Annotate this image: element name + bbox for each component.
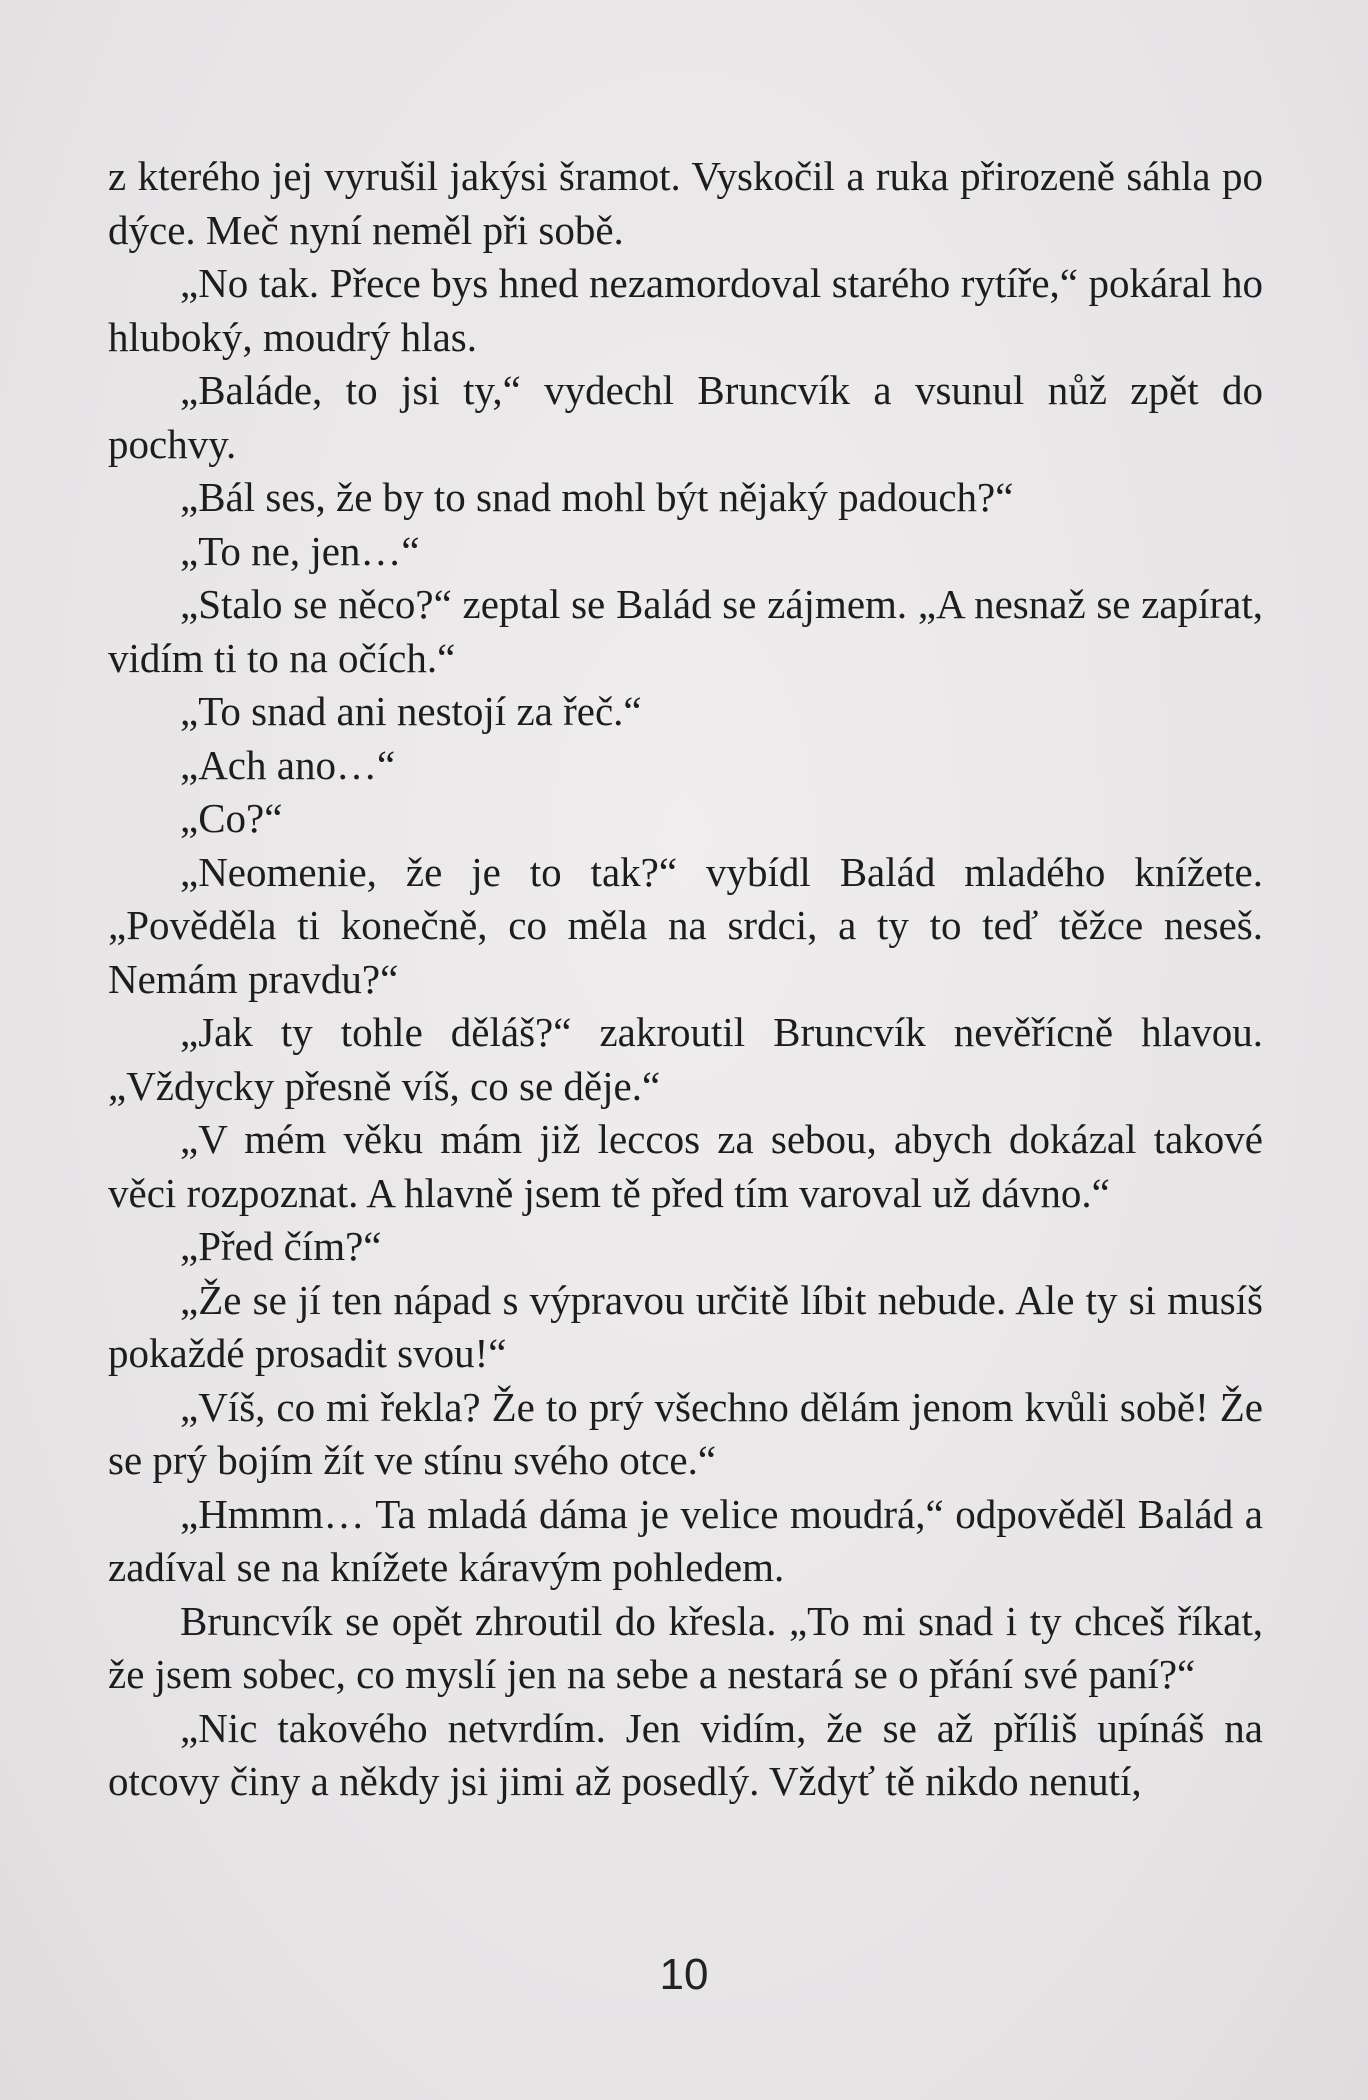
paragraph: „Bál ses, že by to snad mohl být nějaký padouch?“ [180,474,1014,520]
page-text [108,150,1263,1809]
paragraph: „Co?“ [180,795,283,841]
paragraph: „To ne, jen…“ [180,527,420,574]
paragraph: „Neomenie, že je to tak?“ vybídl Balád mladého knížete. „Pověděla ti konečně, co měla na srdci, a ty to teď těžce neseš. Nemám pravdu?“ [108,848,1263,1002]
paragraph: „Před čím?“ [180,1223,382,1269]
paragraph: z kterého jej vyrušil jakýsi šramot. Vyskočil a ruka přirozeně sáhla po dýce. Meč nyní neměl při sobě. [108,153,1263,253]
paragraph: „Stalo se něco?“ zeptal se Balád se zájmem. „A nesnaž se zapírat, vidím ti to na očích.“ [108,581,1263,681]
paragraph: „Nic takového netvrdím. Jen vidím, že se až příliš upínáš na otcovy činy a někdy jsi jimi až posedlý. Vždyť tě nikdo nenutí, [108,1704,1263,1804]
paragraph: „Že se jí ten nápad s výpravou určitě líbit nebude. Ale ty si musíš pokaždé prosadit svou!“ [108,1276,1263,1376]
paragraph: „No tak. Přece bys hned nezamordoval starého rytíře,“ pokáral ho hluboký, moudrý hlas. [108,260,1263,360]
paragraph: Bruncvík se opět zhroutil do křesla. „To mi snad i ty chceš říkat, že jsem sobec, co myslí jen na sebe a nestará se o přání své paní?“ [108,1597,1263,1697]
paragraph: „Baláde, to jsi ty,“ vydechl Bruncvík a vsunul nůž zpět do pochvy. [108,367,1263,467]
paragraph: „Jak ty tohle děláš?“ zakroutil Bruncvík nevěřícně hlavou. „Vždycky přesně víš, co se děje.“ [108,1009,1263,1109]
paragraph: „To snad ani nestojí za řeč.“ [180,688,642,734]
paragraph: „Ach ano…“ [180,741,396,788]
paragraph: „V mém věku mám již leccos za sebou, abych dokázal takové věci rozpoznat. A hlavně jsem tě před tím varoval už dávno.“ [108,1116,1263,1216]
paragraph: „Hmmm… Ta mladá dáma je velice moudrá,“ odpověděl Balád a zadíval se na knížete káravým pohledem. [108,1490,1263,1590]
page-number: 10 [659,1950,709,1999]
paragraph: „Víš, co mi řekla? Že to prý všechno dělám jenom kvůli sobě! Že se prý bojím žít ve stínu svého otce.“ [108,1383,1263,1483]
